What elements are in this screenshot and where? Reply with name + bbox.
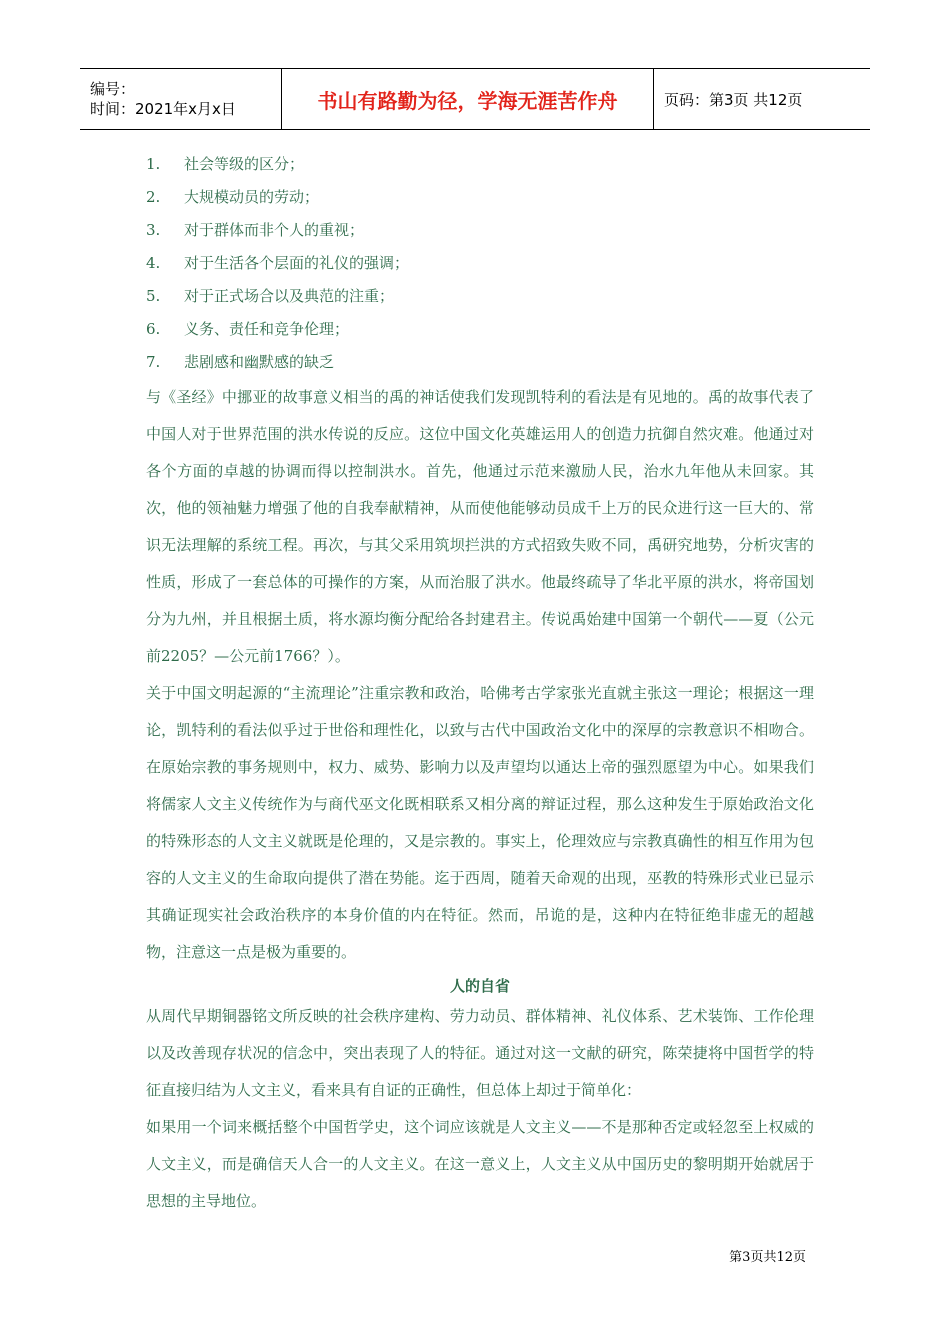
motto-text: 书山有路勤为径，学海无涯苦作舟 <box>317 88 618 113</box>
paragraph-mainstream-theory: 关于中国文明起源的“主流理论”注重宗教和政治，哈佛考古学家张光直就主张这一理论；根据这一理论，凯特利的看法似乎过于世俗和理性化，以致与古代中国政治文化中的深厚的宗教意识不相吻合。在原始宗教的事务规则中，权力、威势、影响力以及声望均以通达上帝的强烈愿望为中心。如果我们将儒家人文主义传统作为与商代巫文化既相联系又相分离的辩证过程，那么这种发生于原始政治文化的特殊形态的人文主义就既是伦理的，又是宗教的。事实上，伦理效应与宗教真确性的相互作用为包容的人文主义的生命取向提供了潜在势能。迄于西周，随着天命观的出现，巫教的特殊形式业已显示其确证现实社会政治秩序的本身价值的内在特征。然而，吊诡的是，这种内在特征绝非虚无的超越物，注意这一点是极为重要的。 <box>146 684 814 961</box>
list-item-text: 社会等级的区分； <box>184 155 305 173</box>
header-page <box>654 69 870 129</box>
list-item <box>146 148 814 181</box>
list-item <box>146 346 814 379</box>
list-item-text: 对于正式场合以及典范的注重； <box>184 287 395 305</box>
list-item <box>146 247 814 280</box>
list-item-number: 5. <box>146 287 161 305</box>
footer-page-number: 第3页共12页 <box>729 1250 806 1265</box>
list-item-number: 3. <box>146 221 161 239</box>
paragraph-yu-myth: 与《圣经》中挪亚的故事意义相当的禹的神话使我们发现凯特利的看法是有见地的。禹的故事代表了中国人对于世界范围的洪水传说的反应。这位中国文化英雄运用人的创造力抗御自然灾难。他通过对各个方面的卓越的协调而得以控制洪水。首先，他通过示范来激励人民，治水九年他从未回家。其次，他的领袖魅力增强了他的自我奉献精神，从而使他能够动员成千上万的民众进行这一巨大的、常识无法理解的系统工程。再次，与其父采用筑坝拦洪的方式招致失败不同，禹研究地势，分析灾害的性质，形成了一套总体的可操作的方案，从而治服了洪水。他最终疏导了华北平原的洪水，将帝国划分为九州，并且根据土质，将水源均衡分配给各封建君主。传说禹始建中国第一个朝代——夏（公元前2205？—公元前1766？）。 <box>146 388 814 665</box>
list-item-text: 义务、责任和竞争伦理； <box>184 320 350 338</box>
header-motto <box>282 69 654 129</box>
list-item-number: 4. <box>146 254 161 272</box>
page-header <box>80 68 870 130</box>
list-item-text: 对于生活各个层面的礼仪的强调； <box>184 254 410 272</box>
page-label: 页码：第3页 共12页 <box>664 90 803 109</box>
list-item <box>146 214 814 247</box>
list-item-number: 2. <box>146 188 161 206</box>
feature-list <box>146 148 814 379</box>
list-item-text: 大规模动员的劳动； <box>184 188 320 206</box>
paragraph-bronze-inscriptions: 从周代早期铜器铭文所反映的社会秩序建构、劳力动员、群体精神、礼仪体系、艺术装饰、工作伦理以及改善现存状况的信念中，突出表现了人的特征。通过对这一文献的研究，陈荣捷将中国哲学的特征直接归结为人文主义，看来具有自证的正确性，但总体上却过于简单化： <box>146 1007 814 1099</box>
list-item-text: 悲剧感和幽默感的缺乏 <box>184 353 335 371</box>
header-meta <box>80 69 282 129</box>
paragraph-humanism-quote: 如果用一个词来概括整个中国哲学史，这个词应该就是人文主义——不是那种否定或轻忽至上权威的人文主义，而是确信天人合一的人文主义。在这一意义上，人文主义从中国历史的黎明期开始就居于思想的主导地位。 <box>146 1118 814 1210</box>
list-item <box>146 181 814 214</box>
list-item-number: 6. <box>146 320 161 338</box>
list-item-text: 对于群体而非个人的重视； <box>184 221 365 239</box>
section-title: 人的自省 <box>449 977 510 995</box>
page-footer <box>729 1246 806 1265</box>
list-item-number: 1. <box>146 155 161 173</box>
code-label: 编号： <box>90 80 136 98</box>
list-item <box>146 313 814 346</box>
list-item <box>146 280 814 313</box>
document-body <box>146 148 814 1220</box>
list-item-number: 7. <box>146 353 161 371</box>
date-label: 时间：2021年x月x日 <box>90 100 236 118</box>
